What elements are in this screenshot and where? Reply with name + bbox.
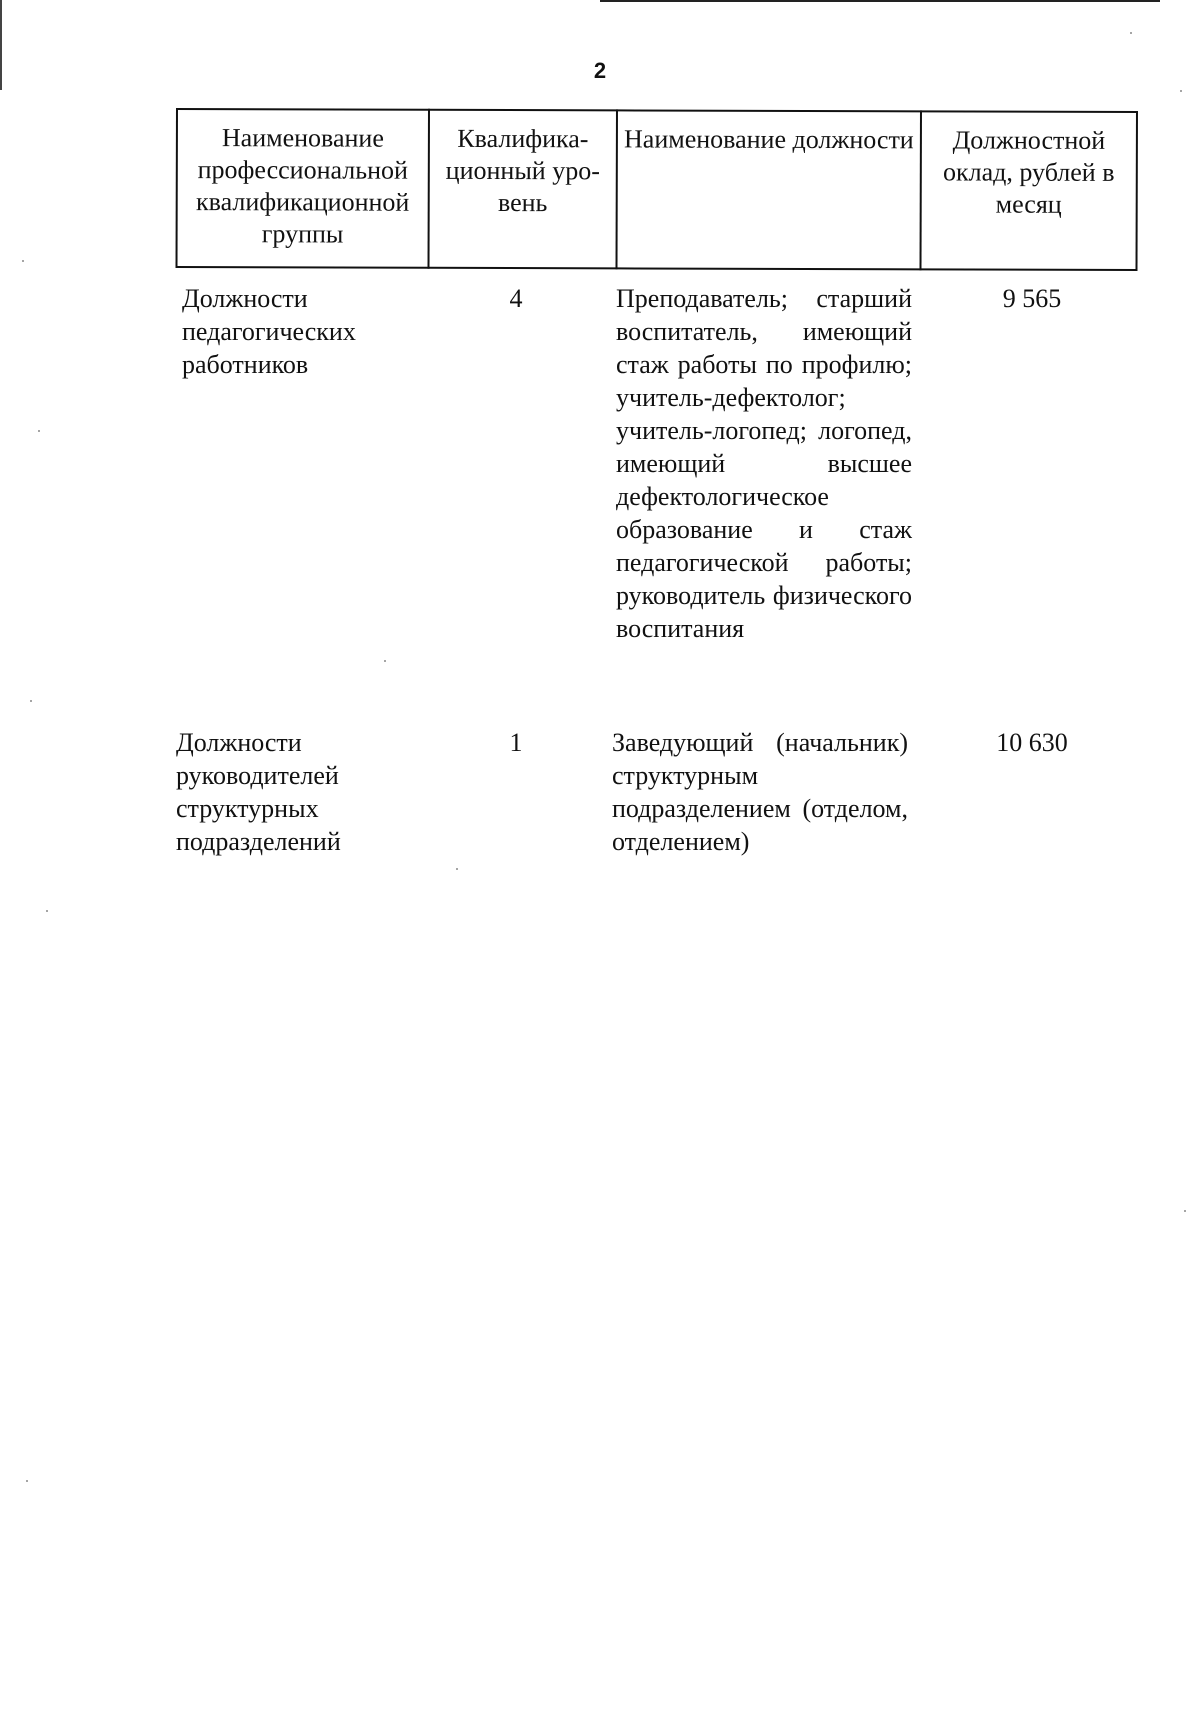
scan-speck [1130,32,1132,34]
scan-speck [384,660,386,662]
row-salary: 10 630 [996,728,1068,757]
scan-speck [456,868,458,870]
table-header [175,108,1137,271]
row-qualification-level: 1 [509,728,523,757]
scan-speck [46,910,48,912]
header-qualification-level: Квалифика- ционный уро- вень [428,110,616,269]
top-edge-line [600,0,1160,2]
header-salary: Должностной оклад, рублей в месяц [920,111,1136,270]
scan-speck [1184,1210,1186,1212]
scan-speck [22,260,24,262]
header-position-name: Наименование должности [616,110,920,269]
row-qualification-level: 4 [509,284,523,313]
page-number: 2 [593,58,607,83]
row-group-name: Должности педагогических работников [182,284,356,379]
scan-speck [38,430,40,432]
row-position-name: Заведующий (начальник) структурным подразделением (отделом, отделением) [612,728,908,856]
scan-speck [1180,90,1182,92]
scan-speck [30,700,32,702]
row-position-name: Преподаватель; старший воспитатель, имеющий стаж работы по профилю; учитель-дефектолог; учитель-логопед; логопед, имеющий высшее дефектологическое образование и стаж педагогической работы; руководитель физического воспитания [616,284,912,643]
scan-speck [26,1480,28,1482]
row-group-name: Должности руководителей структурных подразделений [176,728,341,856]
row-salary: 9 565 [1002,284,1062,313]
header-group-name: Наименование профессиональной квалификационной группы [177,109,429,268]
header-row [177,109,1137,270]
